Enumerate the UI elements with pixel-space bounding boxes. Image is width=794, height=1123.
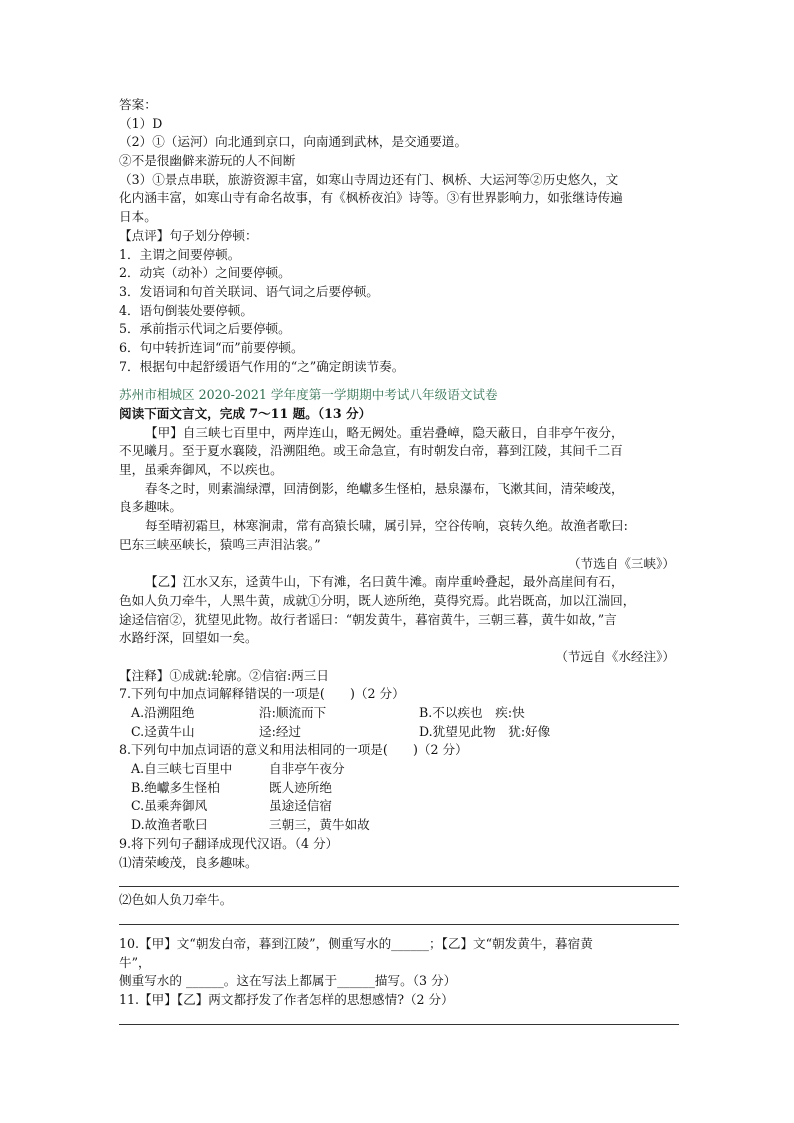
- passage-jia-line: 【甲】自三峡七百里中，两岸连山，略无阙处。重岩叠嶂，隐天蔽日，自非亭午夜分，: [145, 424, 624, 440]
- comment-section: [119, 227, 679, 377]
- option-text: 犹:好像: [495, 723, 551, 739]
- answer-3-line-3: 日本。: [119, 209, 157, 225]
- passage-jia-source: （节选自《三峡》）: [567, 555, 675, 571]
- option-text: C.虽乘奔御风: [131, 798, 208, 814]
- question-7-options-row: [119, 704, 679, 723]
- answer-1: （1）D: [119, 115, 163, 131]
- option-text: 疾:快: [482, 705, 525, 720]
- question-9-item-1: ⑴清荣峻茂，良多趣味。: [119, 854, 258, 870]
- option-text: B.绝巘多生怪柏: [131, 779, 220, 795]
- question-8-option: [119, 779, 679, 798]
- passage-yi-line: 【乙】江水又东，迳黄牛山，下有滩，名曰黄牛滩。南岸重岭叠起，最外高崖间有石，: [145, 574, 624, 590]
- comment-title: 【点评】句子划分停顿：: [119, 227, 258, 243]
- option-text: C.迳黄牛山: [131, 723, 195, 739]
- passage-jia-line: 春冬之时，则素湍绿潭，回清倒影，绝巘多生怪柏，悬泉瀑布，飞漱其间，清荣峻茂，: [145, 480, 624, 496]
- passage-jia-line: 不见曦月。至于夏水襄陵，沿溯阻绝。或王命急宣，有时朝发白帝，暮到江陵，其间千二百: [119, 443, 623, 459]
- question-11: 11.【甲】【乙】两文都抒发了作者怎样的思想感情?（2 分）: [119, 991, 454, 1007]
- question-9: 9.将下列句子翻译成现代汉语。（4 分）: [119, 835, 339, 851]
- question-9-item-2: ⑵色如人负刀牵牛。: [119, 892, 233, 908]
- answer-blank-line[interactable]: [119, 1010, 679, 1025]
- option-text: 虽途迳信宿: [269, 798, 332, 814]
- questions-section: [119, 685, 679, 1024]
- question-7-options-row: [119, 723, 679, 742]
- exam-source-title: 苏州市相城区 2020-2021 学年度第一学期期中考试八年级语文试卷: [119, 387, 498, 403]
- question-8-option: [119, 816, 679, 835]
- option-text: 三朝三，黄牛如故: [269, 817, 370, 833]
- passage-jia-line: 良多趣味。: [119, 499, 182, 515]
- question-10-line-1: 10.【甲】文“朝发白帝，暮到江陵”，侧重写水的______；【乙】文“朝发黄牛，暮宿黄: [119, 935, 593, 951]
- document-page: [119, 96, 679, 1029]
- answer-blank-line[interactable]: [119, 910, 679, 925]
- option-text: 迳:经过: [259, 723, 302, 739]
- answers-section: [119, 96, 679, 227]
- comment-item: 2．动宾（动补）之间要停顿。: [119, 265, 291, 281]
- comment-item: 5．承前指示代词之后要停顿。: [119, 321, 291, 337]
- question-8-option: [119, 760, 679, 779]
- question-7: 7.下列句中加点词解释错误的一项是( )（2 分）: [119, 686, 405, 702]
- option-text: D.犹望见此物 犹:好像: [419, 723, 551, 739]
- annotation-note: 【注释】①成就:轮廓。②信宿:两三日: [119, 667, 329, 683]
- passage-yi-line: 途迳信宿②，犹望见此物。故行者谣曰：“朝发黄牛，暮宿黄牛，三朝三暮，黄牛如故，”言: [119, 611, 617, 627]
- passage-jia-line: 巴东三峡巫峡长，猿鸣三声泪沾裳。”: [119, 536, 321, 552]
- question-8: 8.下列句中加点词语的意义和用法相同的一项是( )（2 分）: [119, 742, 468, 758]
- comment-item: 4．语句倒装处要停顿。: [119, 302, 253, 318]
- question-10-line-3: 侧重写水的 ______。这在写法上都属于______描写。（3 分）: [119, 973, 457, 989]
- option-text: B.不以疾也 疾:快: [419, 705, 525, 720]
- answer-2-part-1: （2）①（运河）向北通到京口，向南通到武林，是交通要道。: [119, 134, 468, 150]
- passage-jia-line: 里，虽乘奔御风，不以疾也。: [119, 462, 283, 478]
- answer-blank-line[interactable]: [119, 872, 679, 887]
- option-text: A.沿溯阻绝: [131, 705, 195, 720]
- option-text: 既人迹所绝: [269, 779, 332, 795]
- comment-item: 7．根据句中起舒缓语气作用的“之”确定朗读节奏。: [119, 358, 405, 374]
- question-10-line-2: 牛”，: [119, 954, 151, 970]
- option-text: A.自三峡七百里中: [131, 761, 233, 777]
- exam-instruction: 阅读下面文言文，完成 7～11 题。（13 分）: [119, 406, 372, 421]
- option-text: 自非亭午夜分: [269, 761, 345, 777]
- comment-item: 3．发语词和句首关联词、语气词之后要停顿。: [119, 283, 379, 299]
- passage-yi-source: （节远自《水经注》）: [555, 648, 675, 664]
- question-8-option: [119, 797, 679, 816]
- passage-yi-line: 色如人负刀牵牛，人黑牛黄，成就①分明，既人迹所绝，莫得究焉。此岩既高，加以江湍回，: [119, 592, 636, 608]
- exam-section: [119, 386, 679, 685]
- comment-item: 6．句中转折连词“而”前要停顿。: [119, 339, 304, 355]
- option-text: 沿:顺流而下: [259, 705, 327, 720]
- passage-yi-line: 水路纡深，回望如一矣。: [119, 630, 258, 646]
- answer-3-line-1: （3）①景点串联，旅游资源丰富，如寒山寺周边还有门、枫桥、大运河等②历史悠久，文: [119, 171, 619, 187]
- answer-2-part-2: ②不是很幽僻来游玩的人不间断: [119, 153, 296, 169]
- option-text: D.故渔者歌曰: [131, 817, 208, 833]
- passage-jia-line: 每至晴初霜旦，林寒涧肃，常有高猿长啸，属引异，空谷传响，哀转久绝。故渔者歌曰:: [145, 518, 628, 534]
- comment-item: 1．主谓之间要停顿。: [119, 246, 241, 262]
- answer-3-line-2: 化内涵丰富，如寒山寺有命名故事，有《枫桥夜泊》诗等。③有世界影响力，如张继诗传遍: [119, 190, 623, 206]
- answers-heading: 答案：: [119, 97, 157, 112]
